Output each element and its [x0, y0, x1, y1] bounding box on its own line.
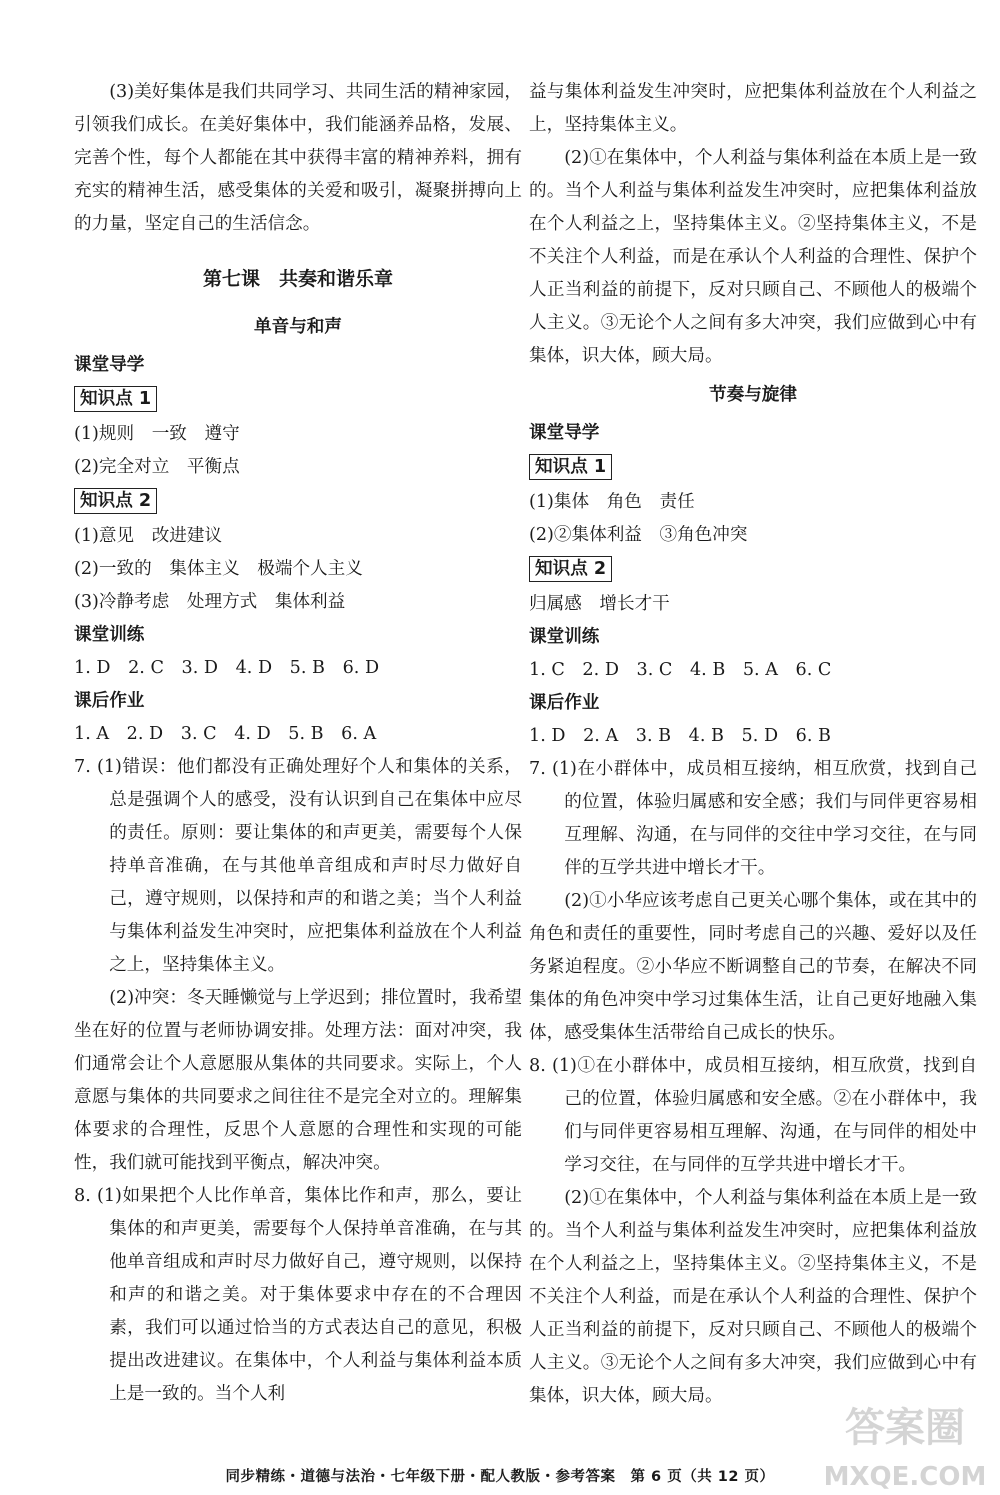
heading-homework: 课后作业 [74, 691, 145, 711]
question-8-part-2: (2)①在集体中，个人利益与集体利益在本质上是一致的。当个人利益与集体利益发生冲突时，应把集体利益放在个人利益之上，坚持集体主义。②坚持集体主义，不是不关注个人利益，而是在承认个人利益的合理性、保护个人正当利益的前提下，反对只顾自己、不顾他人的极端个人主义。③无论个人之间有多大冲突，我们应做到心中有集体，识大体，顾大局。 [529, 148, 977, 366]
section-title-single-note: 单音与和声 [254, 317, 342, 337]
heading-class-guide: 课堂导学 [529, 423, 600, 443]
heading-class-guide: 课堂导学 [74, 355, 145, 375]
question-7-part-1: 7. (1)错误：他们都没有正确处理好个人和集体的关系，总是强调个人的感受，没有认识到自己在集体中应尽的责任。原则：要让集体的和声更美，需要每个人保持单音准确，在与其他单音组成和声时尽力做好自己，遵守规则，以保持和声的和谐之美；当个人利益与集体利益发生冲突时，应把集体利益放在个人利益之上，坚持集体主义。 [74, 757, 522, 975]
question-8-part-1: 8. (1)①在小群体中，成员相互接纳，相互欣赏，找到自己的位置，体验归属感和安全感。②在小群体中，我们与同伴更容易相互理解、沟通，在与同伴的相处中学习交往，在与同伴的互学共进中增长才干。 [529, 1056, 977, 1175]
question-7-part-2: (2)①小华应该考虑自己更关心哪个集体，或在其中的角色和责任的重要性，同时考虑自己的兴趣、爱好以及任务紧迫程度。②小华应不断调整自己的节奏，在解决不同集体的角色冲突中学习过集体生活，让自己更好地融入集体，感受集体生活带给自己成长的快乐。 [529, 891, 977, 1043]
knowledge-box: 知识点 1 [529, 454, 612, 480]
knowledge-box: 知识点 1 [74, 386, 157, 412]
answer-line: (1)规则 一致 遵守 [74, 424, 240, 444]
answer-line: 1. A 2. D 3. C 4. D 5. B 6. A [74, 724, 377, 744]
watermark-url: MXQE.COM [823, 1462, 987, 1492]
heading-class-training: 课堂训练 [529, 627, 600, 647]
knowledge-point-2-label [529, 552, 977, 588]
left-column [74, 76, 522, 1411]
continued-paragraph: 益与集体利益发生冲突时，应把集体利益放在个人利益之上，坚持集体主义。 [529, 82, 977, 135]
answer-line: (3)冷静考虑 处理方式 集体利益 [74, 592, 346, 612]
closing-paragraph: (3)美好集体是我们共同学习、共同生活的精神家园，引领我们成长。在美好集体中，我们能涵养品格，发展、完善个性，每个人都能在其中获得丰富的精神养料，拥有充实的精神生活，感受集体的关爱和吸引，凝聚拼搏向上的力量，坚定自己的生活信念。 [74, 82, 522, 234]
answer-line: 归属感 增长才干 [529, 594, 670, 614]
answer-line: (2)②集体利益 ③角色冲突 [529, 525, 748, 545]
question-8-part-1: 8. (1)如果把个人比作单音，集体比作和声，那么，要让集体的和声更美，需要每个人保持单音准确，在与其他单音组成和声时尽力做好自己，遵守规则，以保持和声的和谐之美。对于集体要求中存在的不合理因素，我们可以通过恰当的方式表达自己的意见，积极提出改进建议。在集体中，个人利益与集体利益本质上是一致的。当个人利 [74, 1186, 522, 1404]
lesson-title: 第七课 共奏和谐乐章 [202, 268, 393, 290]
answer-line: (1)集体 角色 责任 [529, 492, 695, 512]
page-footer: 同步精练・道德与法治・七年级下册・配人教版・参考答案 第 6 页（共 12 页） [225, 1469, 775, 1485]
answer-line: (2)一致的 集体主义 极端个人主义 [74, 559, 363, 579]
question-7-part-1: 7. (1)在小群体中，成员相互接纳，相互欣赏，找到自己的位置，体验归属感和安全感；我们与同伴更容易相互理解、沟通，在与同伴的交往中学习交往，在与同伴的互学共进中增长才干。 [529, 759, 977, 878]
answer-line: 1. C 2. D 3. C 4. B 5. A 6. C [529, 660, 832, 680]
heading-homework: 课后作业 [529, 693, 600, 713]
knowledge-point-1-label [74, 382, 522, 418]
answer-line: (2)完全对立 平衡点 [74, 457, 240, 477]
answer-line: 1. D 2. A 3. B 4. B 5. D 6. B [529, 726, 831, 746]
watermark-logo-text: 答案圈 [845, 1405, 965, 1451]
question-8-part-2-right: (2)①在集体中，个人利益与集体利益在本质上是一致的。当个人利益与集体利益发生冲突时，应把集体利益放在个人利益之上，坚持集体主义。②坚持集体主义，不是不关注个人利益，而是在承认个人利益的合理性、保护个人正当利益的前提下，反对只顾自己、不顾他人的极端个人主义。③无论个人之间有多大冲突，我们应做到心中有集体，识大体，顾大局。 [529, 1188, 977, 1406]
knowledge-point-1-label [529, 450, 977, 486]
heading-class-training: 课堂训练 [74, 625, 145, 645]
answer-line: (1)意见 改进建议 [74, 526, 223, 546]
knowledge-box: 知识点 2 [74, 488, 157, 514]
section-title-rhythm: 节奏与旋律 [709, 385, 797, 405]
knowledge-box: 知识点 2 [529, 556, 612, 582]
right-column [529, 76, 977, 1413]
answer-line: 1. D 2. C 3. D 4. D 5. B 6. D [74, 658, 380, 678]
knowledge-point-2-label [74, 484, 522, 520]
question-7-part-2: (2)冲突：冬天睡懒觉与上学迟到；排位置时，我希望坐在好的位置与老师协调安排。处理方法：面对冲突，我们通常会让个人意愿服从集体的共同要求。实际上，个人意愿与集体的共同要求之间往往不是完全对立的。理解集体要求的合理性，反思个人意愿的合理性和实现的可能性，我们就可能找到平衡点，解决冲突。 [74, 988, 522, 1173]
